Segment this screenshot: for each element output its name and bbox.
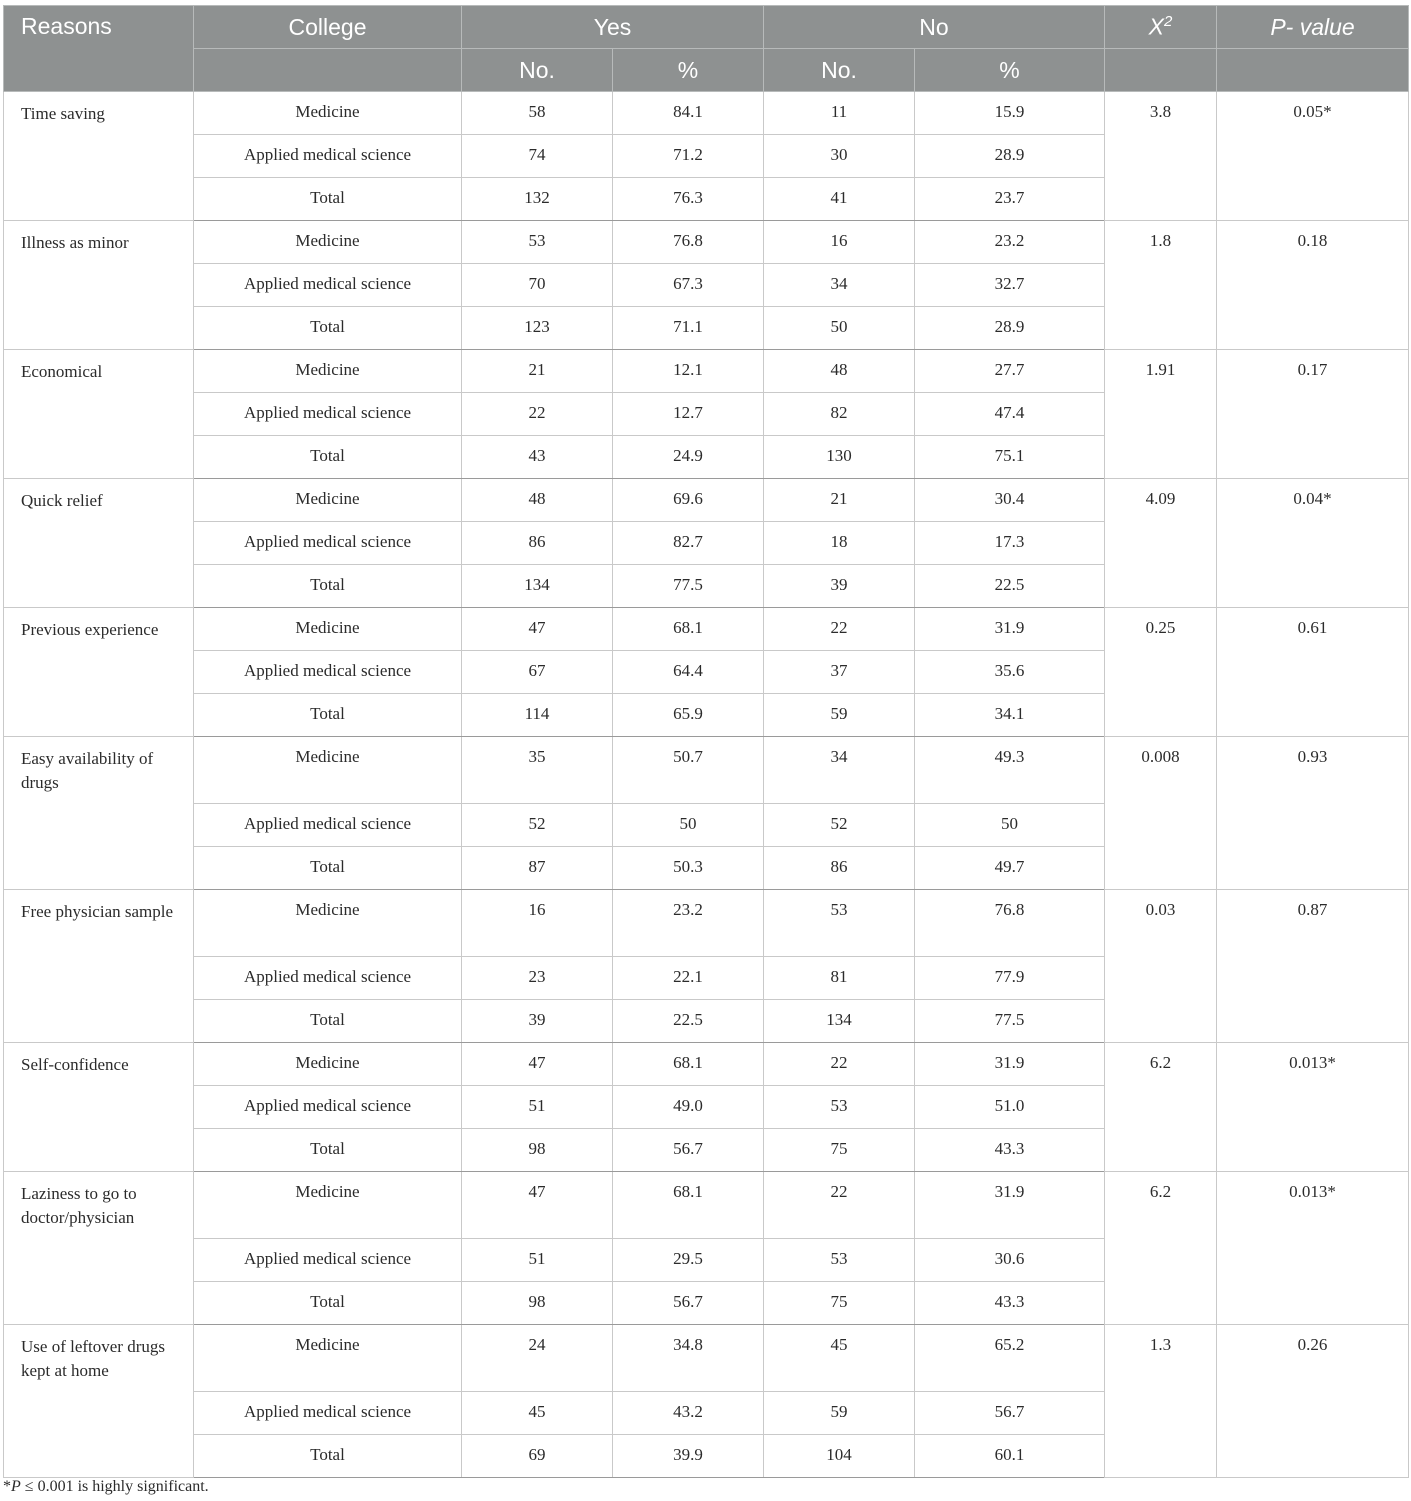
no-count-cell: 50: [764, 307, 915, 350]
college-cell: Medicine: [194, 1043, 462, 1086]
yes-percent-cell: 24.9: [613, 436, 764, 479]
yes-percent-cell: 23.2: [613, 890, 764, 957]
yes-count-cell: 98: [462, 1129, 613, 1172]
chi-square-cell: 1.8: [1105, 221, 1217, 350]
yes-percent-cell: 49.0: [613, 1086, 764, 1129]
yes-percent-cell: 69.6: [613, 479, 764, 522]
reason-cell: Laziness to go to doctor/physician: [4, 1172, 194, 1325]
no-count-cell: 104: [764, 1435, 915, 1478]
table-body: [4, 92, 1409, 1478]
yes-count-cell: 39: [462, 1000, 613, 1043]
table-row: [4, 608, 1409, 651]
table-row: [4, 1325, 1409, 1392]
reason-cell: Time saving: [4, 92, 194, 221]
yes-count-cell: 69: [462, 1435, 613, 1478]
college-cell: Applied medical science: [194, 264, 462, 307]
no-count-cell: 37: [764, 651, 915, 694]
header-p-value: [1217, 6, 1409, 49]
p-value-cell: 0.18: [1217, 221, 1409, 350]
yes-count-cell: 87: [462, 847, 613, 890]
no-percent-cell: 60.1: [915, 1435, 1105, 1478]
yes-count-cell: 58: [462, 92, 613, 135]
yes-count-cell: 22: [462, 393, 613, 436]
p-value-cell: 0.013*: [1217, 1172, 1409, 1325]
yes-percent-cell: 50: [613, 804, 764, 847]
p-value-cell: 0.61: [1217, 608, 1409, 737]
p-value-italic: P- value: [1270, 13, 1355, 40]
yes-count-cell: 51: [462, 1086, 613, 1129]
college-cell: Applied medical science: [194, 651, 462, 694]
p-value-cell: 0.013*: [1217, 1043, 1409, 1172]
yes-count-cell: 45: [462, 1392, 613, 1435]
chi-square-cell: 1.91: [1105, 350, 1217, 479]
college-cell: Applied medical science: [194, 522, 462, 565]
no-count-cell: 53: [764, 1239, 915, 1282]
table-row: [4, 350, 1409, 393]
yes-count-cell: 23: [462, 957, 613, 1000]
table-row: [4, 1172, 1409, 1239]
header-p-sub: [1217, 49, 1409, 92]
p-value-cell: 0.93: [1217, 737, 1409, 890]
no-count-cell: 18: [764, 522, 915, 565]
yes-count-cell: 132: [462, 178, 613, 221]
no-percent-cell: 50: [915, 804, 1105, 847]
yes-count-cell: 70: [462, 264, 613, 307]
no-percent-cell: 28.9: [915, 135, 1105, 178]
header-reasons: Reasons: [4, 6, 194, 92]
no-percent-cell: 17.3: [915, 522, 1105, 565]
no-count-cell: 130: [764, 436, 915, 479]
yes-percent-cell: 71.1: [613, 307, 764, 350]
no-percent-cell: 76.8: [915, 890, 1105, 957]
no-count-cell: 34: [764, 264, 915, 307]
yes-count-cell: 134: [462, 565, 613, 608]
college-cell: Total: [194, 694, 462, 737]
no-percent-cell: 56.7: [915, 1392, 1105, 1435]
p-value-cell: 0.87: [1217, 890, 1409, 1043]
yes-percent-cell: 50.7: [613, 737, 764, 804]
yes-percent-cell: 12.7: [613, 393, 764, 436]
no-count-cell: 16: [764, 221, 915, 264]
p-value-cell: 0.17: [1217, 350, 1409, 479]
college-cell: Applied medical science: [194, 1239, 462, 1282]
yes-count-cell: 123: [462, 307, 613, 350]
no-count-cell: 82: [764, 393, 915, 436]
no-percent-cell: 77.5: [915, 1000, 1105, 1043]
yes-percent-cell: 77.5: [613, 565, 764, 608]
yes-percent-cell: 22.5: [613, 1000, 764, 1043]
reason-cell: Use of leftover drugs kept at home: [4, 1325, 194, 1478]
college-cell: Total: [194, 1129, 462, 1172]
no-count-cell: 86: [764, 847, 915, 890]
college-cell: Medicine: [194, 608, 462, 651]
no-count-cell: 75: [764, 1282, 915, 1325]
chi-square-exponent: 2: [1164, 13, 1173, 31]
yes-percent-cell: 56.7: [613, 1282, 764, 1325]
college-cell: Applied medical science: [194, 393, 462, 436]
yes-percent-cell: 43.2: [613, 1392, 764, 1435]
yes-percent-cell: 56.7: [613, 1129, 764, 1172]
no-percent-cell: 49.7: [915, 847, 1105, 890]
yes-percent-cell: 68.1: [613, 1172, 764, 1239]
no-count-cell: 41: [764, 178, 915, 221]
yes-count-cell: 52: [462, 804, 613, 847]
reason-cell: Easy availability of drugs: [4, 737, 194, 890]
yes-count-cell: 47: [462, 1043, 613, 1086]
chi-square-cell: 4.09: [1105, 479, 1217, 608]
college-cell: Medicine: [194, 221, 462, 264]
yes-count-cell: 47: [462, 608, 613, 651]
yes-count-cell: 35: [462, 737, 613, 804]
college-cell: Medicine: [194, 350, 462, 393]
no-percent-cell: 51.0: [915, 1086, 1105, 1129]
table-header: [4, 6, 1409, 92]
chi-square-cell: 0.25: [1105, 608, 1217, 737]
chi-square-cell: 0.008: [1105, 737, 1217, 890]
college-cell: Total: [194, 307, 462, 350]
no-percent-cell: 34.1: [915, 694, 1105, 737]
yes-percent-cell: 84.1: [613, 92, 764, 135]
yes-percent-cell: 68.1: [613, 608, 764, 651]
footnote-text: ≤ 0.001 is highly significant.: [20, 1478, 209, 1495]
header-college: College: [194, 6, 462, 49]
no-percent-cell: 77.9: [915, 957, 1105, 1000]
yes-count-cell: 74: [462, 135, 613, 178]
college-cell: Applied medical science: [194, 957, 462, 1000]
yes-count-cell: 98: [462, 1282, 613, 1325]
header-yes-percent: %: [613, 49, 764, 92]
no-percent-cell: 28.9: [915, 307, 1105, 350]
no-percent-cell: 43.3: [915, 1282, 1105, 1325]
no-count-cell: 134: [764, 1000, 915, 1043]
college-cell: Applied medical science: [194, 1086, 462, 1129]
data-table: [3, 5, 1409, 1478]
table-row: [4, 92, 1409, 135]
header-no-count: No.: [764, 49, 915, 92]
table-container: [3, 5, 1408, 1478]
yes-percent-cell: 34.8: [613, 1325, 764, 1392]
no-percent-cell: 30.4: [915, 479, 1105, 522]
no-count-cell: 52: [764, 804, 915, 847]
college-cell: Medicine: [194, 1172, 462, 1239]
no-count-cell: 59: [764, 694, 915, 737]
no-percent-cell: 15.9: [915, 92, 1105, 135]
college-cell: Total: [194, 436, 462, 479]
no-count-cell: 75: [764, 1129, 915, 1172]
reason-cell: Previous experience: [4, 608, 194, 737]
no-count-cell: 45: [764, 1325, 915, 1392]
header-college-sub: [194, 49, 462, 92]
yes-percent-cell: 76.3: [613, 178, 764, 221]
chi-square-cell: 3.8: [1105, 92, 1217, 221]
reason-cell: Free physician sample: [4, 890, 194, 1043]
header-yes-count: No.: [462, 49, 613, 92]
footnote-star: *: [3, 1478, 11, 1495]
no-percent-cell: 23.2: [915, 221, 1105, 264]
reason-cell: Self-confidence: [4, 1043, 194, 1172]
college-cell: Total: [194, 178, 462, 221]
yes-count-cell: 16: [462, 890, 613, 957]
college-cell: Medicine: [194, 737, 462, 804]
no-percent-cell: 43.3: [915, 1129, 1105, 1172]
no-percent-cell: 65.2: [915, 1325, 1105, 1392]
yes-percent-cell: 22.1: [613, 957, 764, 1000]
footnote-p: P: [11, 1478, 21, 1495]
table-row: [4, 479, 1409, 522]
yes-count-cell: 53: [462, 221, 613, 264]
chi-square-symbol: X: [1148, 13, 1164, 40]
yes-count-cell: 86: [462, 522, 613, 565]
college-cell: Medicine: [194, 479, 462, 522]
no-count-cell: 22: [764, 1172, 915, 1239]
college-cell: Total: [194, 1000, 462, 1043]
no-percent-cell: 32.7: [915, 264, 1105, 307]
no-percent-cell: 23.7: [915, 178, 1105, 221]
yes-percent-cell: 71.2: [613, 135, 764, 178]
table-row: [4, 221, 1409, 264]
header-no-percent: %: [915, 49, 1105, 92]
no-percent-cell: 22.5: [915, 565, 1105, 608]
reason-cell: Quick relief: [4, 479, 194, 608]
college-cell: Applied medical science: [194, 135, 462, 178]
no-percent-cell: 47.4: [915, 393, 1105, 436]
yes-percent-cell: 76.8: [613, 221, 764, 264]
yes-percent-cell: 29.5: [613, 1239, 764, 1282]
no-count-cell: 34: [764, 737, 915, 804]
yes-count-cell: 67: [462, 651, 613, 694]
header-yes: Yes: [462, 6, 764, 49]
no-percent-cell: 75.1: [915, 436, 1105, 479]
college-cell: Medicine: [194, 890, 462, 957]
chi-square-cell: 1.3: [1105, 1325, 1217, 1478]
yes-count-cell: 114: [462, 694, 613, 737]
reason-cell: Illness as minor: [4, 221, 194, 350]
college-cell: Total: [194, 1282, 462, 1325]
no-percent-cell: 31.9: [915, 1172, 1105, 1239]
no-count-cell: 21: [764, 479, 915, 522]
table-row: [4, 737, 1409, 804]
yes-count-cell: 43: [462, 436, 613, 479]
no-percent-cell: 27.7: [915, 350, 1105, 393]
no-count-cell: 53: [764, 890, 915, 957]
reason-cell: Economical: [4, 350, 194, 479]
college-cell: Total: [194, 565, 462, 608]
yes-count-cell: 21: [462, 350, 613, 393]
no-count-cell: 30: [764, 135, 915, 178]
chi-square-cell: 6.2: [1105, 1172, 1217, 1325]
yes-percent-cell: 12.1: [613, 350, 764, 393]
p-value-cell: 0.04*: [1217, 479, 1409, 608]
no-count-cell: 11: [764, 92, 915, 135]
table-row: [4, 1043, 1409, 1086]
yes-percent-cell: 65.9: [613, 694, 764, 737]
no-percent-cell: 35.6: [915, 651, 1105, 694]
yes-percent-cell: 50.3: [613, 847, 764, 890]
no-count-cell: 39: [764, 565, 915, 608]
no-count-cell: 22: [764, 1043, 915, 1086]
no-count-cell: 81: [764, 957, 915, 1000]
no-percent-cell: 31.9: [915, 1043, 1105, 1086]
yes-count-cell: 47: [462, 1172, 613, 1239]
yes-percent-cell: 64.4: [613, 651, 764, 694]
header-no: No: [764, 6, 1105, 49]
yes-count-cell: 51: [462, 1239, 613, 1282]
chi-square-cell: 6.2: [1105, 1043, 1217, 1172]
college-cell: Total: [194, 847, 462, 890]
yes-count-cell: 24: [462, 1325, 613, 1392]
yes-percent-cell: 68.1: [613, 1043, 764, 1086]
no-percent-cell: 49.3: [915, 737, 1105, 804]
yes-percent-cell: 67.3: [613, 264, 764, 307]
college-cell: Applied medical science: [194, 804, 462, 847]
yes-percent-cell: 39.9: [613, 1435, 764, 1478]
header-chi-sub: [1105, 49, 1217, 92]
chi-square-cell: 0.03: [1105, 890, 1217, 1043]
footnote: [3, 1478, 209, 1496]
header-chi-square: [1105, 6, 1217, 49]
yes-percent-cell: 82.7: [613, 522, 764, 565]
college-cell: Total: [194, 1435, 462, 1478]
college-cell: Applied medical science: [194, 1392, 462, 1435]
yes-count-cell: 48: [462, 479, 613, 522]
no-count-cell: 53: [764, 1086, 915, 1129]
no-count-cell: 48: [764, 350, 915, 393]
p-value-cell: 0.26: [1217, 1325, 1409, 1478]
college-cell: Medicine: [194, 1325, 462, 1392]
p-value-cell: 0.05*: [1217, 92, 1409, 221]
no-count-cell: 22: [764, 608, 915, 651]
no-percent-cell: 30.6: [915, 1239, 1105, 1282]
no-percent-cell: 31.9: [915, 608, 1105, 651]
college-cell: Medicine: [194, 92, 462, 135]
table-row: [4, 890, 1409, 957]
no-count-cell: 59: [764, 1392, 915, 1435]
